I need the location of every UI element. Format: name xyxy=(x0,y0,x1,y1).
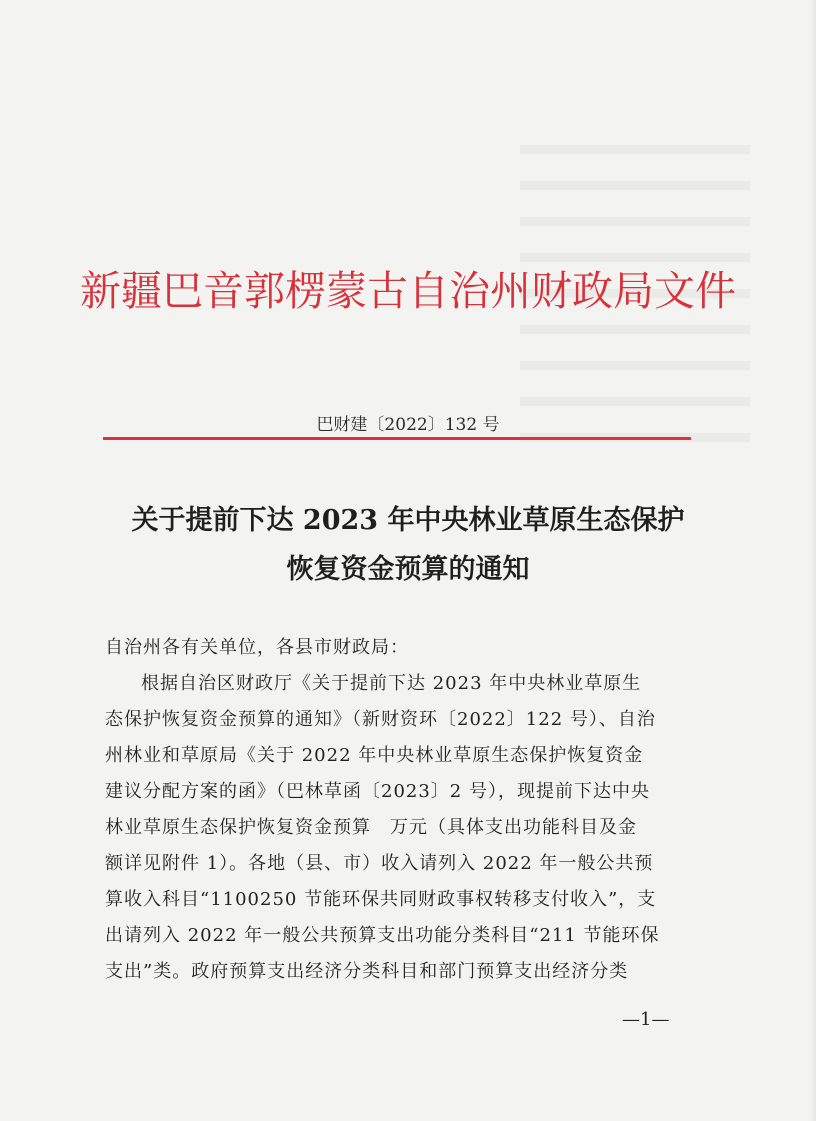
notice-title-line-1: 关于提前下达 2023 年中央林业草原生态保护 xyxy=(131,505,685,536)
body-line: 根据自治区财政厅《关于提前下达 2023 年中央林业草原生 xyxy=(141,673,642,694)
notice-title-line-2: 恢复资金预算的通知 xyxy=(286,554,530,585)
salutation: 自治州各有关单位，各县市财政局： xyxy=(105,637,409,658)
body-line: 州林业和草原局《关于 2022 年中央林业草原生态保护恢复资金 xyxy=(105,745,644,766)
notice-title xyxy=(0,496,816,594)
issuer-header-title: 新疆巴音郭楞蒙古自治州财政局文件 xyxy=(80,267,736,315)
body-line: 林业草原生态保护恢复资金预算 万元（具体支出功能科目及金 xyxy=(105,817,637,838)
body-line: 支出”类。政府预算支出经济分类科目和部门预算支出经济分类 xyxy=(105,961,629,982)
body-line: 算收入科目“1100250 节能环保共同财政事权转移支付收入”，支 xyxy=(105,889,657,910)
body-text xyxy=(105,630,693,990)
body-line: 建议分配方案的函》（巴林草函〔2023〕2 号），现提前下达中央 xyxy=(105,781,650,802)
body-line: 出请列入 2022 年一般公共预算支出功能分类科目“211 节能环保 xyxy=(105,925,660,946)
body-line: 态保护恢复资金预算的通知》（新财资环〔2022〕122 号）、自治 xyxy=(105,709,656,730)
page-number: —1— xyxy=(622,1009,670,1030)
document-number: 巴财建〔2022〕132 号 xyxy=(316,415,500,435)
body-line: 额详见附件 1）。各地（县、市）收入请列入 2022 年一般公共预 xyxy=(105,853,654,874)
red-divider-line xyxy=(103,437,691,440)
